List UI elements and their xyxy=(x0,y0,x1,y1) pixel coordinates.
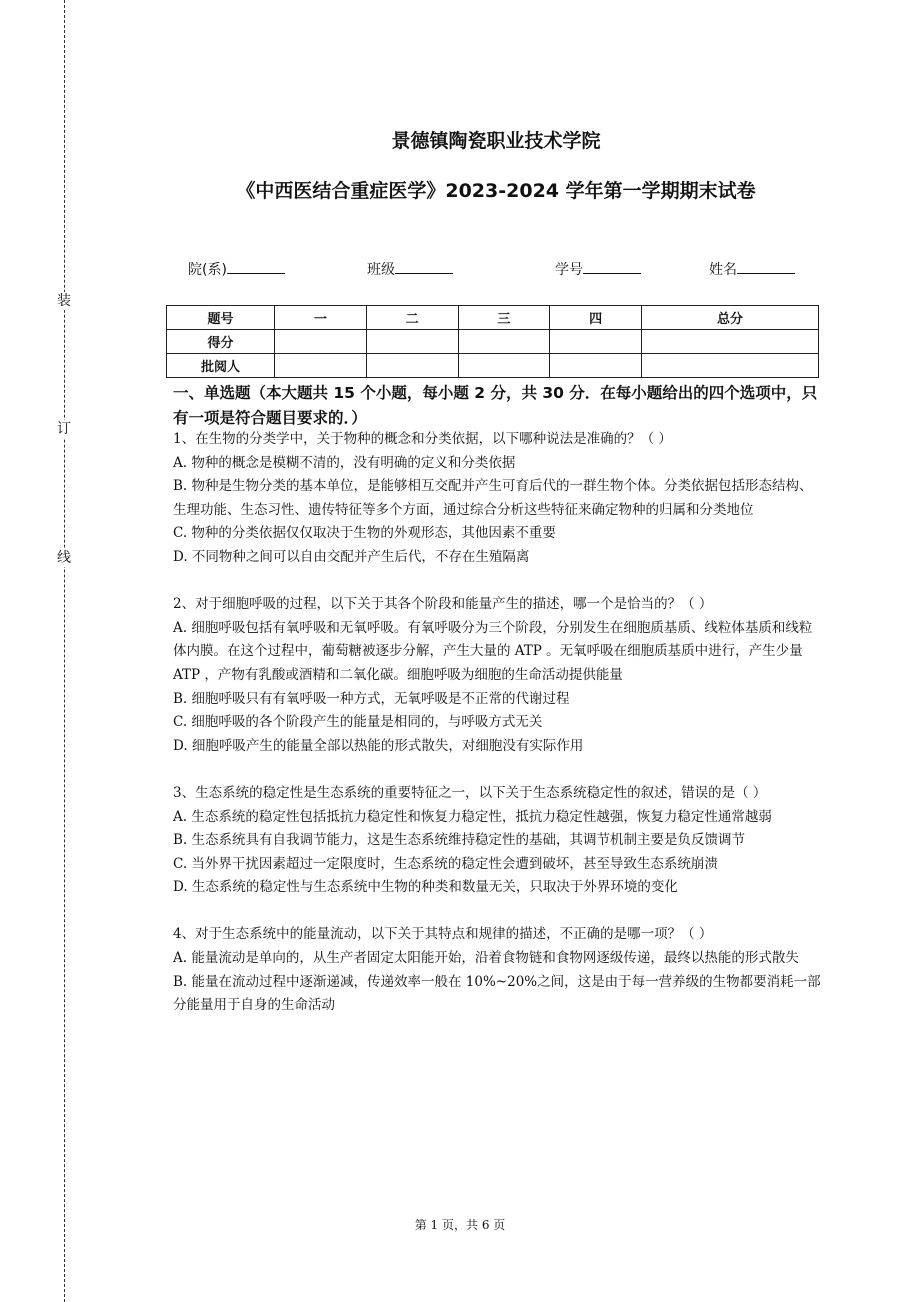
question-1 xyxy=(173,428,821,570)
binding-dashed-line xyxy=(64,0,65,1302)
option-b: B. 生态系统具有自我调节能力，这是生态系统维持稳定性的基础，其调节机制主要是负反馈调节 xyxy=(173,832,746,849)
option-d: D. 不同物种之间可以自由交配并产生后代，不存在生殖隔离 xyxy=(173,548,530,565)
score-cell[interactable] xyxy=(366,330,458,354)
question-list xyxy=(173,428,821,1018)
score-table xyxy=(166,305,819,378)
score-header-cell: 一 xyxy=(275,306,367,330)
name-field[interactable] xyxy=(709,259,795,279)
score-header-cell: 三 xyxy=(458,306,550,330)
option-c: C. 细胞呼吸的各个阶段产生的能量是相同的，与呼吸方式无关 xyxy=(173,714,543,731)
option-c: C. 物种的分类依据仅仅取决于生物的外观形态，其他因素不重要 xyxy=(173,525,556,542)
score-cell[interactable] xyxy=(642,330,819,354)
grader-cell[interactable] xyxy=(458,354,550,378)
class-label: 班级 xyxy=(367,262,395,278)
page-footer: 第 1 页，共 6 页 xyxy=(414,1218,506,1232)
binding-char-xian: 线 xyxy=(57,550,71,566)
school-title: 景德镇陶瓷职业技术学院 xyxy=(391,130,601,152)
option-a: A. 细胞呼吸包括有氧呼吸和无氧呼吸。有氧呼吸分为三个阶段，分别发生在细胞质基质、线粒体基质和线粒体内膜。在这个过程中，葡萄糖被逐步分解，产生大量的 ATP 。无氧呼吸在细胞质基质中进行，产生少量 ATP ，产物有乳酸或酒精和二氧化碳。细胞呼吸为细胞的生命活动提供能量 xyxy=(173,619,813,683)
exam-title: 《中西医结合重症医学》2023-2024 学年第一学期期末试卷 xyxy=(236,180,756,202)
option-b: B. 细胞呼吸只有有氧呼吸一种方式，无氧呼吸是不正常的代谢过程 xyxy=(173,690,570,707)
option-b: B. 能量在流动过程中逐渐递减，传递效率一般在 10%~20%之间，这是由于每一营养级的生物都要消耗一部分能量用于自身的生命活动 xyxy=(173,973,821,1014)
name-label: 姓名 xyxy=(709,262,737,278)
option-b: B. 物种是生物分类的基本单位，是能够相互交配并产生可育后代的一群生物个体。分类依据包括形态结构、生理功能、生态习性、遗传特征等多个方面，通过综合分析这些特征来确定物种的归属和分类地位 xyxy=(173,478,813,518)
score-cell[interactable] xyxy=(550,330,642,354)
department-field[interactable] xyxy=(188,259,285,279)
score-header-cell: 四 xyxy=(550,306,642,330)
score-header-cell: 二 xyxy=(366,306,458,330)
option-d: D. 生态系统的稳定性与生态系统中生物的种类和数量无关，只取决于外界环境的变化 xyxy=(173,879,678,896)
score-header-cell: 题号 xyxy=(167,306,275,330)
department-label: 院(系) xyxy=(188,262,227,278)
option-c: C. 当外界干扰因素超过一定限度时，生态系统的稳定性会遭到破坏，甚至导致生态系统崩溃 xyxy=(173,855,718,872)
score-cell[interactable] xyxy=(458,330,550,354)
question-3 xyxy=(173,782,821,900)
score-header-cell: 总分 xyxy=(642,306,819,330)
question-stem: 2、对于细胞呼吸的过程，以下关于其各个阶段和能量产生的描述，哪一个是恰当的？（ ） xyxy=(173,596,713,613)
binding-char-ding: 订 xyxy=(57,421,71,437)
option-a: A. 能量流动是单向的，从生产者固定太阳能开始，沿着食物链和食物网逐级传递，最终以热能的形式散失 xyxy=(173,950,799,967)
binding-char-zhuang: 装 xyxy=(57,293,71,309)
class-field[interactable] xyxy=(367,259,453,279)
question-stem: 3、生态系统的稳定性是生态系统的重要特征之一，以下关于生态系统稳定性的叙述，错误的是（ ） xyxy=(173,784,767,801)
question-2 xyxy=(173,593,821,758)
score-table-row xyxy=(167,354,819,378)
student-id-blank[interactable] xyxy=(583,259,641,274)
question-4 xyxy=(173,923,821,1017)
score-row-label: 批阅人 xyxy=(167,354,275,378)
question-stem: 1、在生物的分类学中，关于物种的概念和分类依据，以下哪种说法是准确的？（ ） xyxy=(173,431,672,447)
section-heading: 一、单选题（本大题共 15 个小题，每小题 2 分，共 30 分．在每小题给出的四个选项中，只有一项是符合题目要求的．） xyxy=(173,384,818,427)
grader-cell[interactable] xyxy=(275,354,367,378)
score-table-row xyxy=(167,330,819,354)
student-id-label: 学号 xyxy=(555,262,583,278)
grader-cell[interactable] xyxy=(550,354,642,378)
student-id-field[interactable] xyxy=(555,259,641,279)
option-d: D. 细胞呼吸产生的能量全部以热能的形式散失，对细胞没有实际作用 xyxy=(173,737,584,754)
score-table-header-row xyxy=(167,306,819,330)
score-cell[interactable] xyxy=(275,330,367,354)
question-stem: 4、对于生态系统中的能量流动，以下关于其特点和规律的描述，不正确的是哪一项？（ ） xyxy=(173,926,713,943)
option-a: A. 物种的概念是模糊不清的，没有明确的定义和分类依据 xyxy=(173,454,516,471)
department-blank[interactable] xyxy=(227,259,285,274)
option-a: A. 生态系统的稳定性包括抵抗力稳定性和恢复力稳定性，抵抗力稳定性越强，恢复力稳定性通常越弱 xyxy=(173,808,772,825)
name-blank[interactable] xyxy=(737,259,795,274)
grader-cell[interactable] xyxy=(642,354,819,378)
score-row-label: 得分 xyxy=(167,330,275,354)
class-blank[interactable] xyxy=(395,259,453,274)
grader-cell[interactable] xyxy=(366,354,458,378)
